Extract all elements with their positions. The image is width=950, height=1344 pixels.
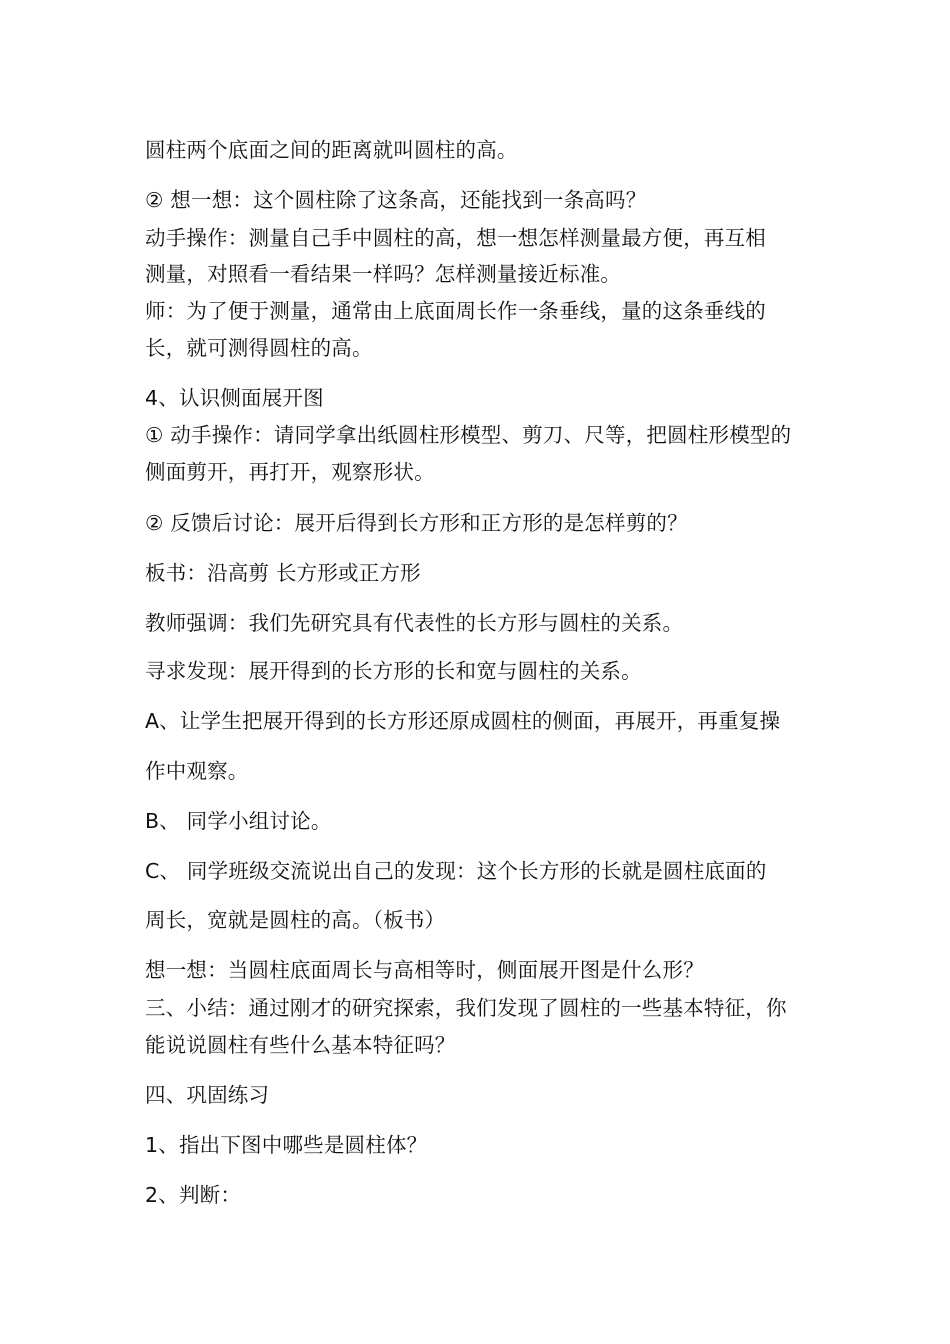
section-heading: 四、巩固练习	[145, 1083, 270, 1107]
text-line: 圆柱两个底面之间的距离就叫圆柱的高。	[145, 138, 518, 162]
text-line: A、让学生把展开得到的长方形还原成圆柱的侧面，再展开，再重复操	[145, 709, 781, 733]
text-line: 三、小结：通过刚才的研究探索，我们发现了圆柱的一些基本特征，你	[145, 996, 787, 1020]
text-line: 能说说圆柱有些什么基本特征吗？	[145, 1033, 456, 1057]
text-line: ② 想一想：这个圆柱除了这条高，还能找到一条高吗？	[145, 188, 647, 212]
text-line: ② 反馈后讨论：展开后得到长方形和正方形的是怎样剪的？	[145, 511, 688, 535]
text-line: 动手操作：测量自己手中圆柱的高，想一想怎样测量最方便，再互相	[145, 226, 766, 250]
text-line: 测量，对照看一看结果一样吗？怎样测量接近标准。	[145, 262, 622, 286]
text-line: 长，就可测得圆柱的高。	[145, 336, 373, 360]
text-line: ① 动手操作：请同学拿出纸圆柱形模型、剪刀、尺等，把圆柱形模型的	[145, 423, 792, 447]
text-line: 寻求发现：展开得到的长方形的长和宽与圆柱的关系。	[145, 659, 642, 683]
text-line: 周长，宽就是圆柱的高。（板书）	[145, 908, 446, 932]
text-line: C、 同学班级交流说出自己的发现：这个长方形的长就是圆柱底面的	[145, 859, 767, 883]
text-line: 2、判断：	[145, 1183, 242, 1207]
text-line: 想一想：当圆柱底面周长与高相等时，侧面展开图是什么形？	[145, 958, 704, 982]
text-line: 1、指出下图中哪些是圆柱体？	[145, 1133, 428, 1157]
section-heading: 4、认识侧面展开图	[145, 386, 324, 410]
text-line: 板书：沿高剪 长方形或正方形	[145, 561, 421, 585]
text-line: 作中观察。	[145, 759, 249, 783]
text-line: B、 同学小组讨论。	[145, 809, 332, 833]
text-line: 师：为了便于测量，通常由上底面周长作一条垂线，量的这条垂线的	[145, 299, 766, 323]
text-line: 教师强调：我们先研究具有代表性的长方形与圆柱的关系。	[145, 611, 684, 635]
text-line: 侧面剪开，再打开，观察形状。	[145, 460, 435, 484]
